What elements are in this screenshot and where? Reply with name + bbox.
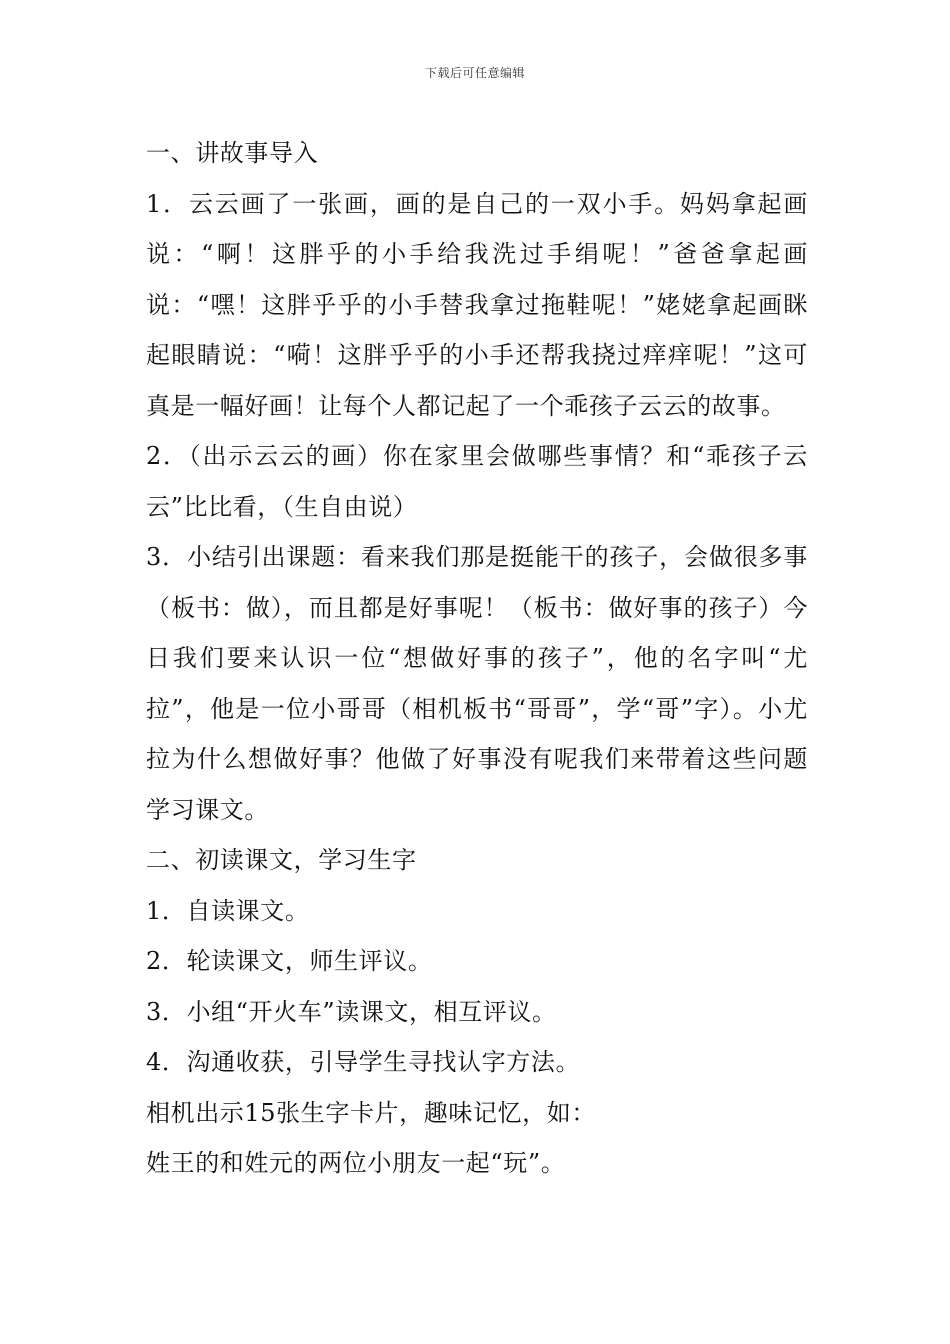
paragraph: 2．（出示云云的画）你在家里会做哪些事情？和“乖孩子云云”比比看，（生自由说） [146,442,808,521]
paragraph: 3．小结引出课题：看来我们那是挺能干的孩子，会做很多事（板书：做），而且都是好事呢！（板书：做好事的孩子）今日我们要来认识一位“想做好事的孩子”，他的名字叫“尤拉”，他是一位小哥哥（相机板书“哥哥”，学“哥”字）。小尤拉为什么想做好事？他做了好事没有呢我们来带着这些问题学习课文。 [146,543,808,824]
section-heading: 二、初读课文，学习生字 [146,846,417,874]
paragraph: 1．云云画了一张画，画的是自己的一双小手。妈妈拿起画说：“啊！这胖乎的小手给我洗过手绢呢！”爸爸拿起画说：“嘿！这胖乎乎的小手替我拿过拖鞋呢！”姥姥拿起画眯起眼睛说：“嗬！这胖乎乎的小手还帮我挠过痒痒呢！”这可真是一幅好画！让每个人都记起了一个乖孩子云云的故事。 [146,189,808,420]
paragraph: 3．小组“开火车”读课文，相互评议。 [146,997,557,1026]
paragraph: 相机出示15张生字卡片，趣味记忆，如： [146,1098,596,1127]
paragraph: 姓王的和姓元的两位小朋友一起“玩”。 [146,1149,566,1177]
section-heading: 一、讲故事导入 [146,139,319,167]
paragraph: 4．沟通收获，引导学生寻找认字方法。 [146,1048,581,1076]
document-body [146,128,808,1189]
page-header: 下载后可任意编辑 [424,66,525,80]
paragraph: 2．轮读课文，师生评议。 [146,947,433,975]
paragraph: 1．自读课文。 [146,896,310,925]
